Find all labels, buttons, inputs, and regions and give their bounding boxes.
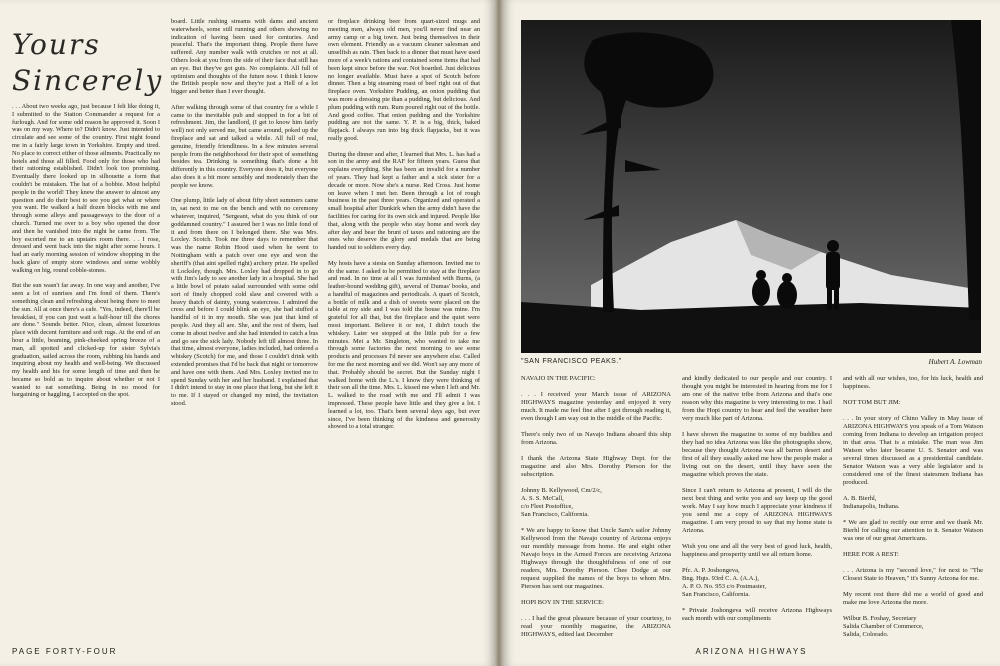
- foreground-hill: [521, 302, 981, 353]
- letters-column-3: and with all our wishes, too, for his luck, health and happiness. NOT TOM BUT JIM: . . . In your story of Chino Valley in May issue of ARIZONA HIGHWAYS you speak of a Tom Watson coming from Indiana to develop an irrigation project in that area. That is a mistake. The man was Jim Watson who later became U. S. Senator and was several times discussed as a presidential candidate. Senator Watson was a very able legislator and is considered one of the finest statesmen Indiana has produced. A. B. Bierhl, Indianapolis, Indiana. * We are glad to rectify our error and we thank Mr. Bierhl for calling our attention to it. Senator Watson was one of our great Americans. HERE FOR A REST: . . . Arizona is my "second love," for next to "The Closest State to Heaven," it's Sunny Arizona for me. My recent rest there did me a world of good and make me love Arizona the more. Wilbur B. Foshay, Secretary Salida Chamber of Commerce, Salida, Colorado.: [843, 375, 983, 638]
- photo-caption: "SAN FRANCISCO PEAKS.": [521, 358, 622, 365]
- letter-column-3: or fireplace drinking beer from quart-sized mugs and meeting men, always old men, you'll never find near an army camp or a big town. Just being themselves in their own element. Friendly as a vacuum cleaner salesman and unselfish as rain. Then back to a dinner that must have used more of a week's rations and contained some items that had been kept since before the war. Not hoarded. Just delicious no longer available. Must have a spot of Scotch before dinner. Then a big steaming roast of beef right out of that fireplace oven. Yorkshire Pudding, an onion pudding that was more a dressing pie than a pudding, but delicious. And plum pudding with rum. Rum poured right out of the bottle. And good coffee. That onion pudding and the Yorkshire pudding are not the same. Y. P. is a big, thick, baked flapjack. I always run into big thick flapjacks, but it was really good. During the dinner and after, I learned that Mrs. L. has had a son in the army and the RAF for fifteen years. Guess that explains everything. She has been an invalid for a number of years. They had kept a father and a sick sister for a decade or more. Now she's a nurse. Red Cross. Just home on leave when I met her. Been through a lot of rough business in the past three years. Organized and operated a small hospital after Dunkirk when the army didn't have the facilities for caring for its own sick and injured. People like that, along with the people who stay home and work day after day and bear the brunt of taxes and rationing are the ones who deserve the glory and medals that are being handed out to soldiers every day. My hosts have a siesta on Sunday afternoon. Invited me to do the same. I asked to be permitted to stay at the fireplace and read. In no time at all I was furnished with Burns, (a leather-bound wedding gift), several of Dumas' books, and a handful of magazines and periodicals. A quart of Scotch, a bottle of milk and a dish of sweets were placed on the table at my side and I was told the house was mine. I'm grateful for all that, but the fireplace and the quiet were most important. Believe it or not, I didn't touch the whiskey. Later we stopped at the little pub for a few minutes. Met a Mr. Singleton, who wanted to take me through some factories the next morning to see some products and processes I'd never see anywhere else. Called for me the next morning and we did. Won't say any more of that. Probably should be secret. But the Sunday night I walked home with the L.'s. I know they were thinking of their son all the time. Mrs. L. kissed me when I left and Mr. L. walked to the road with me and I'll admit I was impressed. These people have little and they give a lot. I learned a lot, too. That's been several days ago, but ever since, I've been thinking of the kindness and generosity showed to a total stranger.: [328, 18, 480, 431]
- binding-gutter: [495, 0, 503, 666]
- right-page: [503, 0, 1000, 666]
- page-folio-right: ARIZONA HIGHWAYS: [695, 647, 808, 656]
- page-folio: PAGE FORTY-FOUR: [12, 647, 118, 656]
- letter-column-2: board. Little rushing streams with dams and ancient waterwheels, some still running and others showing no indication of having been used for centuries. And peaceful. That's the important thing. People there have suffered. Any number walk with crutches or not at all. Others look at you from the side of their face that still has an eye. But they've got guts. No complaints. All full of optimism and thoughts of the future now. I think I know the British people now and they're just a Hell of a lot bigger and better than I ever thought. After walking through some of that country for a while I came to the inevitable pub and stopped in for a bit of refreshment. Jim, the landlord, (I get to know him fairly well) not only served me, but came around, poked up the fireplace and sat and talked a while. All full of real, genuine, friendly friendliness. In a few minutes several people from the neighborhood for their spot of something besides tea. Drinking is something that's done a bit differently in this country. Everyone does it, but everyone also does it a bit more sensibly and moderately than the people we know. One plump, little lady of about fifty short summers came in, sat next to me on the bench and with no ceremony whatever, inquired, "Sergeant, what do you think of our goddamned country." I assured her I was no little fond of it and from there on I belonged there. She was Mrs. Loxley. Scotch. Took me three days to remember that was the name Robin Hood used when he went to Nottingham with a patch over one eye and won the sheriff's (that aint spelled right) archery prize. He spelled it Locksley, though. Mrs. Loxley had dropped in to go with Jim's lady to see another lady in a hospital. She had a little bowl of potato salad surrounded with some odd sort of finely chopped cold slaw and covered with a heavy thatch of dainty, young watercress. I admired the cress and before I could blink an eye, she had stuffed a handful of it in my mouth. She was just that kind of people. And they all are. She, and the rest of them, had come in about twelve and she had intended to catch a bus and go see the sick lady. Nobody left till almost three. In that time, almost everyone, ladies included, had ordered a whiskey (Scotch) for me, and those I couldn't drink with extended promises that I'd be back that night or tomorrow and have one with them. And Mrs. Loxley invited me to spend Sunday with her and her husband. I explained that I didn't intend to stay in one place that long, but she left it to me. If I stayed or changed my mind, the invitation stood.: [171, 18, 318, 408]
- letter-column-1: . . . About two weeks ago, just because I felt like doing it, I submitted to the Station Commander a request for a furlough. And for some odd reason he approved it. Soon I was on my way. Where to? Didn't know. Just intended to circulate and see some of the country. First night found me in a fairly large town in Yorkshire. Empty and tired. No place to correct either of those ailments. Practically no hotels and those all filled. Food only for those who had their rationing established. Didn't look too promising. Eventually there looked up in silhouette a form that couldn't be mistaken. The hat of a bobbie. Most helpful people in the world! They knew the answer to almost any question and do their best to see you get what or where you want. He walked a half dozen blocks with me and through some alleys and passageways to the door of a church. Turned me over to a boy who opened the door and then he vanished into the night he came from. The boy escorted me to an upstairs room there. . . I rose, dressed and went back into the night after some hours. I had an early morning session of window shopping in the back glare of empty store windows and some wobbly walking on big, round cobble-stones. But the sun wasn't far away. In one way and another, I've seen a lot of sunrises and I'm fond of them. There's something clean and refreshing about being there to meet the sun. All at once there's a cafe. "Yes, indeed, there'll be breakfast, if you can just wait a half-hour till the chores are done." Sounds better. Nice, clean, almost luxurious place with decent furniture and soft rugs. At the end of an hour a little, beaming, pink-cheeked spring breeze of a man, all spotted and clicked-up for sister Sylvia's graduation, sailed across the room, rubbing his hands and inquiring about my health and well-being. We discussed my health and his for some length of time and then he became so bold as to inquire about whether or not I wanted to eat something. Being in no mood for bargaining or haggling, I accepted on the spot.: [12, 103, 160, 399]
- photo-credit: Hubert A. Lowman: [928, 358, 982, 366]
- letters-column-1: NAVAJO IN THE PACIFIC: . . . I received your March issue of ARIZONA HIGHWAYS magazine yesterday and enjoyed it very much. It made me feel fine after I got through reading it, even though I am way out in the middle of the Pacific. There's only two of us Navajo Indians aboard this ship from Arizona. I thank the Arizona State Highway Dept. for the magazine and also Mrs. Dorothy Pierson for the subscription. Johnny B. Kellywood, Cm/2/c, A. S. S. McCall, c/o Fleet Postoffice, San Francisco, California. * We are happy to know that Uncle Sam's sailor Johnny Kellywood from the Navajo country of Arizona enjoys our monthly message from home. He and eight other Navajo boys in the Armed Forces are receiving Arizona Highways through the thoughtfulness of one of our readers, Mrs. Dorothy Pierson. Chee Dodge at our request supplied the names of the boys to whom Mrs. Pierson has sent our magazines. HOPI BOY IN THE SERVICE: . . . I had the great pleasure because of your courtesy, to read your monthly magazine, the ARIZONA HIGHWAYS, edited last December: [521, 375, 671, 638]
- mountain-photo: [521, 20, 981, 353]
- left-page: [0, 0, 495, 666]
- letters-column-2: and kindly dedicated to our people and our country. I thought you might be interested in hearing from me for I am one of the native tribe from Arizona and that's one reason why this magazine is very interesting to me. I hail from the Hopi country to hear and feel the weather here very much like part of Arizona. I have shown the magazine to some of my buddies and they had no idea Arizona was like the photographs show, because they thought Arizona was all barren desert and first of all they usually asked me how the people make a living out on the desert, until they have seen the magazine which proves the state. Since I can't return to Arizona at present, I will do the next best thing and write you and say keep up the good work. May I say how much I appreciate your kindness if you send me a copy of ARIZONA HIGHWAYS magazine. I am very proud to say that my home state is Arizona. Wish you one and all the very best of good luck, health, happiness and prosperity until we all return home. Pfc. A. P. Joshongeva, Bng. Hqts. 93rd C. A. (A.A.), A. P. O. No. 953 c/o Postmaster, San Francisco, California. * Private Joshongeva will receive Arizona Highways each month with our compliments: [682, 375, 832, 622]
- section-heading-line1: Yours: [12, 28, 101, 61]
- section-heading-line2: Sincerely: [12, 64, 164, 97]
